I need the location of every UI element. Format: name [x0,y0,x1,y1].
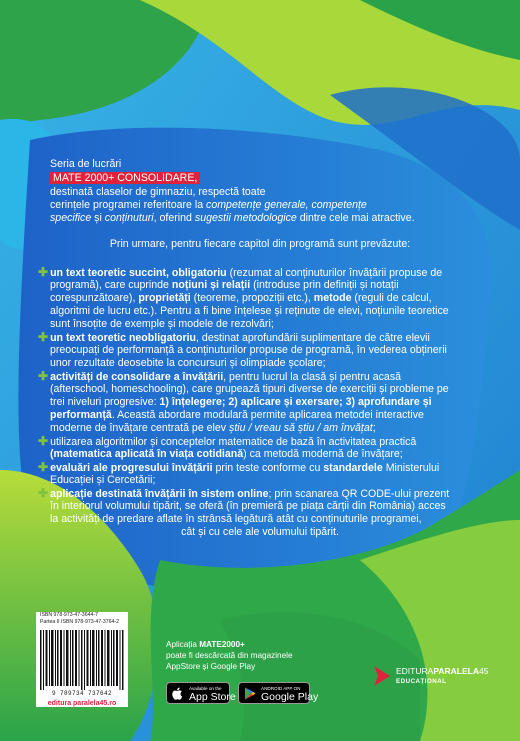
plus-icon: ✚ [38,330,49,344]
app-store-small-label: Available on the [189,686,222,691]
series-title-badge: MATE 2000+ CONSOLIDARE, [50,172,200,184]
app-info-line-1: Aplicația MATE2000+ [166,640,245,649]
list-item-line: cât și cu cele ale volumului tipărit. [181,526,339,538]
list-item-line: (matematica aplicată în viața cotidiană) ca metodă modernă de învățare; [50,448,403,460]
google-play-label: Google Play [261,691,319,703]
list-item-line: Educației și Cercetării; [50,474,156,486]
list-item: ✚ un text teoretic succint, obligatoriu (rezumat al conținuturilor învățării propuse de [38,265,443,279]
list-item-line: programă), care cuprinde noțiuni și relații (introduse prin definiții și notații [50,279,399,291]
list-item-line: performanță. Această abordare modulară permite aplicarea metodei interactive [50,409,424,421]
list-item: ✚ evaluări ale progresului învățării prin teste conforme cu standardele Ministerului [38,460,440,474]
barcode-icon [40,630,124,690]
list-item-line: în interiorul volumului tipărit, se oferă (în premieră pe piața cărții din România) acces [50,500,446,512]
google-play-small-label: ANDROID APP ON [261,686,301,691]
barcode-number: 9 789734 737642 [51,690,112,697]
list-item-line: moderne de învățare centrată pe elev știu / vreau să știu / am învățat; [50,422,376,434]
isbn-text: ISBN 978-973-47-3644-7 Partea II ISBN 978-973-47-3764-2 [40,612,120,625]
list-item-line: unor rezultate deosebite la concursuri și olimpiade școlare; [50,357,326,369]
app-store-button[interactable] [166,682,236,704]
lead-text: Prin urmare, pentru fiecare capitol din programă sunt prevăzute: [109,238,411,250]
google-play-icon [244,687,256,700]
list-item: ✚ un text teoretic neobligatoriu, destinat aprofundării suplimentare de către elevii [38,330,430,344]
intro-line-4: cerințele programei referitoare la competențe generale, competențe [50,199,367,211]
publisher-subtitle: EDUCAȚIONAL [396,678,447,685]
list-item: ✚ activități de consolidare a învățării, pentru lucrul la clasă și pentru acasă [38,369,402,383]
list-item-line: algoritmi de lucru etc.). Pentru a fi bine înțelese și reținute de elevi, noțiunile teoretice [50,305,449,317]
intro-line-3: destinată claselor de gimnaziu, respectă toate [50,186,266,198]
apple-icon [172,687,184,700]
list-item-line: trei niveluri progresive: 1) înțelegere; 2) aplicare și exersare; 3) aprofundare și [50,396,432,408]
publisher-name: EDITURAPARALELA45 [396,666,489,676]
plus-icon: ✚ [38,486,49,500]
list-item: ✚ aplicație destinată învățării în sistem online; prin scanarea QR CODE-ului prezent [38,486,450,500]
list-item-line: sunt însoțite de exemple și modele de rezolvări; [50,318,274,330]
list-item: ✚ utilizarea algoritmilor și conceptelor matematice de bază în activitatea practică [38,434,417,448]
list-item-line: preocupați de performanță a conținuturilor propuse de programă, în vederea obținerii [50,344,447,356]
plus-icon: ✚ [38,265,49,279]
app-info-line-2: poate fi descărcată din magazinele [166,651,293,660]
intro-line-2 [50,172,200,185]
app-store-label: App Store [189,691,236,703]
plus-icon: ✚ [38,460,49,474]
list-item-line: corespunzătoare), proprietăți (teoreme, propoziții etc.), metode (reguli de calcul, [50,292,432,304]
app-info-line-3: AppStore și Google Play [166,662,256,671]
publisher-logo-icon [372,664,392,688]
list-item-line: (afterschool, homeschooling), care grupează tipuri diverse de exerciții și probleme pe [50,383,449,395]
list-item-line: la activități de predare aflate în strânsă legătură atât cu conținuturile programei, [50,513,422,525]
plus-icon: ✚ [38,434,49,448]
plus-icon: ✚ [38,369,49,383]
website-link[interactable]: editura paralela45.ro [47,700,117,707]
intro-line-5: specifice și conținuturi, oferind sugestii metodologice dintre cele mai atractive. [50,212,415,224]
google-play-button[interactable] [238,682,319,704]
intro-line-1: Seria de lucrări [50,158,122,170]
